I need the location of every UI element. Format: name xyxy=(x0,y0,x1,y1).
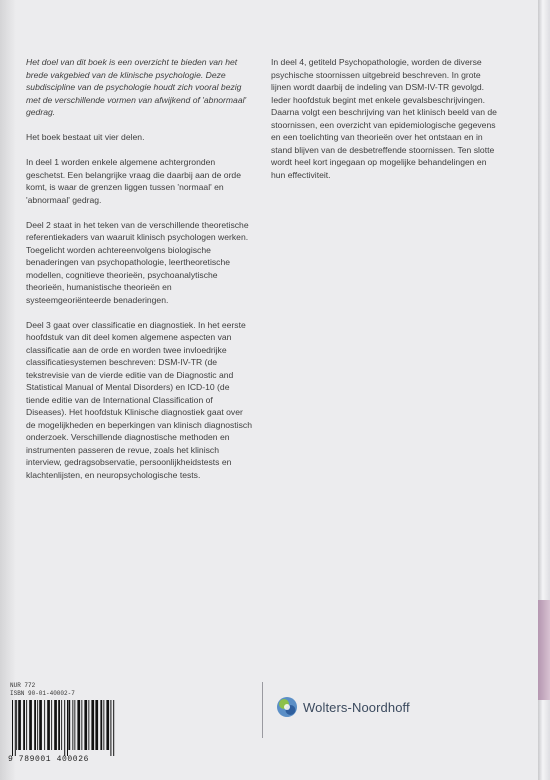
barcode-bar xyxy=(26,700,27,750)
barcode-bar xyxy=(100,700,102,750)
barcode-bar xyxy=(110,700,111,756)
barcode-bar xyxy=(61,700,62,750)
intro-paragraph: Het doel van dit boek is een overzicht te bieden van het brede vakgebied van de klinische psychologie. Deze subdiscipline van de psychologie houdt zich vooral bezig met de verschillende vormen van afwijkend of 'abnormaal' gedrag. xyxy=(26,57,247,117)
barcode-bar xyxy=(54,700,57,750)
barcode-bar xyxy=(34,700,36,750)
publisher-name: Wolters-Noordhoff xyxy=(303,699,410,715)
paragraph: Het boek bestaat uit vier delen. xyxy=(26,132,145,142)
barcode-digits: 9 789001 400026 xyxy=(8,755,90,764)
barcode-bar xyxy=(39,700,42,750)
barcode-bar xyxy=(64,700,65,756)
barcode-bar xyxy=(72,700,73,750)
barcode-bar xyxy=(103,700,104,750)
barcode-bar xyxy=(58,700,60,750)
barcode xyxy=(10,700,168,756)
nur-isbn-block xyxy=(10,682,75,697)
barcode-bar xyxy=(51,700,52,750)
barcode-bar xyxy=(81,700,82,750)
nur-code: NUR 772 xyxy=(10,682,36,689)
paragraph: In deel 4, getiteld Psychopathologie, worden de diverse psychische stoornissen uitgebreid beschreven. In grote lijnen wordt daarbij de indeling van DSM-IV-TR gevolgd. Ieder hoofdstuk begint met enkele gevalsbeschrijvingen. Daarna volgt een beschrijving van het klinisch beeld van de stoornissen, een overzicht van epidemiologische gegevens en een toelichting van theorieën over het ontstaan en in stand blijven van de desbetreffende stoornissen. Ten slotte wordt heel kort ingegaan op mogelijke behandelingen en hun effectiviteit. xyxy=(271,57,497,180)
barcode-bar xyxy=(77,700,80,750)
spine-shadow xyxy=(0,0,16,780)
barcode-bar xyxy=(84,700,87,750)
barcode-bar xyxy=(16,700,17,750)
barcode-bar xyxy=(12,700,13,756)
barcode-bar xyxy=(106,700,109,750)
paragraph: Deel 2 staat in het teken van de verschillende theoretische referentiekaders van waaruit klinisch psychologen werken. Toegelicht worden achtereenvolgens biologische benaderingen van psychopathologie, leertheoretische modellen, cognitieve theorieën, psychoanalytische theorieën, humanistische theorieën en systeemgeoriënteerde benaderingen. xyxy=(26,219,249,305)
paragraph: In deel 1 worden enkele algemene achtergronden geschetst. Een belangrijke vraag die daarbij aan de orde komt, is waar de grenzen liggen tussen 'normaal' en 'abnormaal' gedrag. xyxy=(26,157,241,205)
barcode-bar xyxy=(88,700,89,750)
barcode-bar xyxy=(18,700,21,750)
isbn-code: ISBN 90-01-40002-7 xyxy=(10,689,75,697)
barcode-bar xyxy=(15,700,16,756)
barcode-bar xyxy=(37,700,38,750)
barcode-bar xyxy=(113,700,114,756)
barcode-bar xyxy=(67,700,68,756)
page-edge-accent xyxy=(538,600,550,700)
right-text-column xyxy=(271,56,503,194)
divider xyxy=(262,682,263,738)
barcode-bar xyxy=(74,700,75,750)
barcode-bar xyxy=(47,700,50,750)
paragraph: Deel 3 gaat over classificatie en diagnostiek. In het eerste hoofdstuk van dit deel komen algemene aspecten van classificatie aan de orde en worden twee invloedrijke classificatiesystemen beschreven: DSM-IV-TR (de tekstrevisie van de vierde editie van de Diagnostic and Statistical Manual of Mental Disorders) en ICD-10 (de tiende editie van de International Classification of Diseases). Het hoofdstuk Klinische diagnostiek gaat over de mogelijkheden en beperkingen van klinisch diagnostisch onderzoek. Verschillende diagnostische methoden en instrumenten passeren de revue, zoals het klinisch interview, gedragsobservatie, persoonlijkheidstests en klachtenlijsten, en neuropsychologische tests. xyxy=(26,319,252,480)
wolters-globe-icon xyxy=(276,696,298,718)
publisher-logo-block xyxy=(276,694,410,720)
barcode-bar xyxy=(23,700,25,750)
barcode-bar xyxy=(44,700,45,750)
barcode-bar xyxy=(95,700,98,750)
barcode-bar xyxy=(91,700,94,750)
left-text-column xyxy=(26,56,254,494)
barcode-bar xyxy=(68,700,70,750)
barcode-bar xyxy=(29,700,32,750)
